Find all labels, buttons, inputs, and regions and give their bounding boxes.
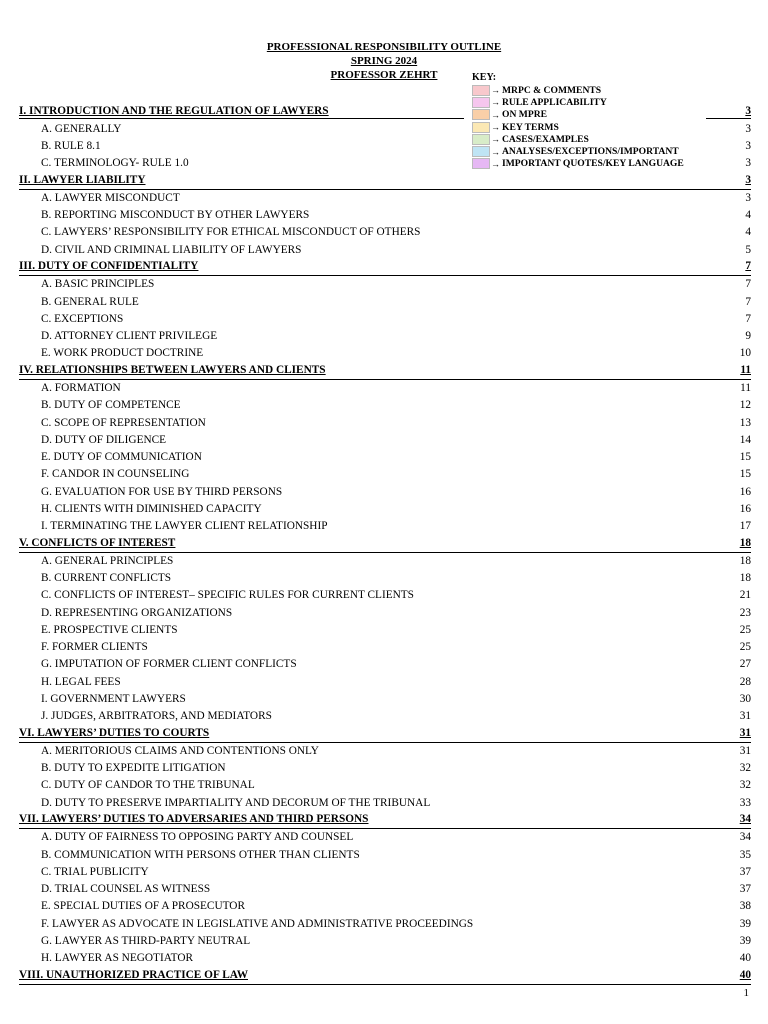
toc-subsection-row[interactable]: [19, 466, 751, 483]
toc-subsection-row[interactable]: [19, 138, 751, 158]
toc-subsection-row[interactable]: [19, 864, 751, 881]
toc-subsection-label: C. CONFLICTS OF INTEREST– SPECIFIC RULES FOR CURRENT CLIENTS: [41, 589, 414, 602]
toc-section-label: II. LAWYER LIABILITY: [19, 173, 146, 186]
toc-subsection-label: D. DUTY TO PRESERVE IMPARTIALITY AND DECORUM OF THE TRIBUNAL: [41, 796, 431, 809]
toc-section-page: 7: [745, 260, 751, 272]
toc-section-page: 31: [739, 726, 751, 739]
document-professor: PROFESSOR ZEHRT: [330, 69, 438, 81]
toc-subsection-page: 39: [739, 917, 751, 930]
toc-subsection-page: 18: [739, 554, 751, 567]
toc-subsection-page: 3: [745, 191, 751, 204]
toc-subsection-label: H. LAWYER AS NEGOTIATOR: [41, 952, 194, 964]
arrow-icon: →: [491, 134, 500, 145]
toc-subsection-row[interactable]: [19, 380, 751, 397]
toc-subsection-row[interactable]: [19, 708, 751, 725]
toc-subsection-row[interactable]: [19, 587, 751, 604]
toc-section-label: VII. LAWYERS’ DUTIES TO ADVERSARIES AND THIRD PERSONS: [19, 813, 369, 825]
page-number: 1: [743, 987, 749, 999]
toc-subsection-page: 37: [739, 865, 751, 878]
toc-subsection-label: D. CIVIL AND CRIMINAL LIABILITY OF LAWYERS: [41, 243, 302, 256]
toc-section-page: 40: [739, 968, 751, 981]
toc-section-label: III. DUTY OF CONFIDENTIALITY: [19, 260, 199, 272]
toc-subsection-row[interactable]: [19, 674, 751, 691]
toc-section-page: 18: [739, 536, 751, 549]
key-title: KEY:: [472, 72, 497, 83]
toc-subsection-page: 18: [739, 572, 751, 584]
toc-section-row[interactable]: [19, 967, 751, 985]
toc-subsection-row[interactable]: [19, 397, 751, 414]
toc-subsection-label: B. CURRENT CONFLICTS: [41, 572, 172, 584]
toc-subsection-row[interactable]: [19, 933, 751, 950]
toc-subsection-row[interactable]: [19, 328, 751, 345]
toc-subsection-page: 21: [739, 589, 751, 602]
toc-section-row[interactable]: [19, 259, 751, 277]
toc-section-label: IV. RELATIONSHIPS BETWEEN LAWYERS AND CLIENTS: [19, 363, 326, 376]
document-title: PROFESSIONAL RESPONSIBILITY OUTLINE: [266, 41, 502, 53]
toc-subsection-page: 9: [745, 330, 751, 342]
toc-subsection-label: B. REPORTING MISCONDUCT BY OTHER LAWYERS: [41, 209, 310, 221]
key-item: [472, 84, 762, 96]
toc-subsection-row[interactable]: [19, 570, 751, 587]
toc-subsection-row[interactable]: [19, 622, 751, 639]
toc-subsection-page: 4: [745, 226, 751, 239]
toc-subsection-page: 7: [745, 278, 751, 291]
toc-subsection-page: 38: [739, 900, 751, 913]
toc-section-page: 34: [739, 813, 751, 825]
toc-subsection-page: 34: [739, 831, 751, 844]
toc-section-row[interactable]: [19, 172, 751, 190]
toc-subsection-page: 27: [739, 658, 751, 671]
toc-subsection-label: B. GENERAL RULE: [41, 295, 139, 308]
toc-subsection-label: D. DUTY OF DILIGENCE: [41, 433, 167, 446]
toc-subsection-label: B. DUTY OF COMPETENCE: [41, 399, 181, 412]
arrow-icon: →: [491, 146, 500, 157]
toc-subsection-row[interactable]: [19, 345, 751, 362]
toc-subsection-page: 37: [739, 883, 751, 895]
toc-subsection-label: G. EVALUATION FOR USE BY THIRD PERSONS: [41, 485, 283, 498]
toc-subsection-label: A. BASIC PRINCIPLES: [41, 278, 155, 291]
arrow-icon: →: [491, 109, 500, 120]
toc-subsection-page: 3: [745, 157, 751, 169]
toc-subsection-row[interactable]: [19, 155, 751, 172]
toc-subsection-row[interactable]: [19, 190, 751, 207]
toc-section-label: V. CONFLICTS OF INTEREST: [19, 536, 176, 549]
toc-subsection-row[interactable]: [19, 242, 751, 259]
toc-subsection-row[interactable]: [19, 847, 751, 864]
toc-subsection-page: 12: [739, 399, 751, 412]
toc-subsection-row[interactable]: [19, 605, 751, 622]
toc-subsection-page: 25: [739, 641, 751, 653]
toc-subsection-label: C. SCOPE OF REPRESENTATION: [41, 416, 206, 429]
toc-subsection-row[interactable]: [19, 294, 751, 311]
document-term: SPRING 2024: [350, 55, 418, 67]
toc-subsection-label: H. CLIENTS WITH DIMINISHED CAPACITY: [41, 502, 262, 515]
toc-subsection-row[interactable]: [19, 656, 751, 673]
toc-subsection-label: G. LAWYER AS THIRD-PARTY NEUTRAL: [41, 934, 251, 947]
toc-subsection-page: 3: [745, 139, 751, 152]
toc-subsection-page: 7: [745, 312, 751, 325]
toc-section-page: 3: [745, 173, 751, 186]
table-of-contents: [19, 104, 751, 985]
toc-section-row[interactable]: [19, 535, 751, 553]
arrow-icon: →: [491, 122, 500, 133]
toc-subsection-row[interactable]: [19, 898, 751, 915]
toc-subsection-row[interactable]: [19, 121, 751, 138]
toc-subsection-page: 15: [739, 451, 751, 463]
toc-subsection-page: 15: [739, 468, 751, 481]
toc-subsection-label: A. FORMATION: [41, 382, 121, 394]
toc-subsection-label: F. LAWYER AS ADVOCATE IN LEGISLATIVE AND ADMINISTRATIVE PROCEEDINGS: [41, 917, 474, 930]
toc-subsection-page: 33: [739, 796, 751, 809]
toc-subsection-label: C. TERMINOLOGY- RULE 1.0: [41, 157, 189, 169]
toc-subsection-page: 13: [739, 416, 751, 429]
key-item-label: IMPORTANT QUOTES/KEY LANGUAGE: [502, 158, 684, 170]
toc-subsection-page: 32: [739, 762, 751, 774]
toc-subsection-row[interactable]: [19, 276, 751, 293]
toc-subsection-row[interactable]: [19, 449, 751, 466]
toc-subsection-row[interactable]: [19, 829, 751, 846]
toc-subsection-page: 14: [739, 433, 751, 446]
toc-section-row[interactable]: [19, 812, 751, 830]
toc-subsection-page: 11: [740, 382, 751, 394]
toc-section-row[interactable]: [19, 104, 751, 121]
toc-subsection-label: C. EXCEPTIONS: [41, 312, 124, 325]
toc-subsection-label: A. GENERALLY: [41, 122, 122, 135]
toc-subsection-label: A. MERITORIOUS CLAIMS AND CONTENTIONS ONLY: [41, 744, 319, 757]
toc-subsection-row[interactable]: [19, 881, 751, 898]
toc-subsection-page: 40: [739, 952, 751, 964]
toc-subsection-label: F. CANDOR IN COUNSELING: [41, 468, 190, 481]
arrow-icon: →: [491, 97, 500, 108]
toc-subsection-row[interactable]: [19, 484, 751, 501]
toc-subsection-row[interactable]: [19, 518, 751, 535]
toc-subsection-row[interactable]: [19, 415, 751, 432]
toc-subsection-row[interactable]: [19, 691, 751, 708]
toc-section-label: I. INTRODUCTION AND THE REGULATION OF LAWYERS: [19, 105, 329, 118]
toc-subsection-page: 30: [739, 692, 751, 705]
toc-subsection-label: B. COMMUNICATION WITH PERSONS OTHER THAN CLIENTS: [41, 848, 360, 861]
toc-subsection-page: 31: [739, 710, 751, 722]
toc-subsection-label: E. PROSPECTIVE CLIENTS: [41, 623, 178, 636]
arrow-icon: →: [491, 158, 500, 169]
toc-subsection-page: 23: [739, 606, 751, 619]
toc-subsection-label: F. FORMER CLIENTS: [41, 641, 148, 653]
toc-subsection-label: C. DUTY OF CANDOR TO THE TRIBUNAL: [41, 779, 255, 792]
key-item-label: ON MPRE: [502, 109, 548, 121]
toc-subsection-row[interactable]: [19, 743, 751, 760]
toc-section-row[interactable]: [19, 725, 751, 743]
key-item-label: MRPC & COMMENTS: [502, 84, 602, 96]
toc-subsection-page: 25: [739, 623, 751, 636]
toc-subsection-label: E. WORK PRODUCT DOCTRINE: [41, 347, 204, 360]
toc-subsection-label: G. IMPUTATION OF FORMER CLIENT CONFLICTS: [41, 658, 297, 671]
toc-subsection-label: B. RULE 8.1: [41, 139, 101, 152]
toc-subsection-label: C. TRIAL PUBLICITY: [41, 865, 149, 878]
key-item-label: KEY TERMS: [502, 121, 559, 133]
toc-subsection-label: I. GOVERNMENT LAWYERS: [41, 692, 186, 705]
toc-subsection-page: 28: [739, 675, 751, 688]
toc-subsection-page: 35: [739, 848, 751, 861]
toc-subsection-label: J. JUDGES, ARBITRATORS, AND MEDIATORS: [41, 710, 272, 722]
toc-subsection-label: H. LEGAL FEES: [41, 675, 121, 688]
toc-subsection-label: A. DUTY OF FAIRNESS TO OPPOSING PARTY AND COUNSEL: [41, 831, 354, 844]
toc-subsection-page: 5: [745, 243, 751, 256]
toc-subsection-page: 4: [745, 209, 751, 221]
toc-subsection-label: D. TRIAL COUNSEL AS WITNESS: [41, 883, 211, 895]
toc-subsection-row[interactable]: [19, 777, 751, 794]
key-item-label: ANALYSES/EXCEPTIONS/IMPORTANT: [502, 146, 679, 158]
toc-subsection-row[interactable]: [19, 501, 751, 518]
toc-subsection-page: 3: [745, 122, 751, 135]
toc-subsection-row[interactable]: [19, 795, 751, 812]
toc-section-page: 3: [745, 105, 751, 118]
toc-subsection-label: D. ATTORNEY CLIENT PRIVILEGE: [41, 330, 218, 342]
toc-subsection-row[interactable]: [19, 639, 751, 656]
toc-section-page: 11: [740, 363, 751, 376]
toc-subsection-row[interactable]: [19, 432, 751, 449]
key-item-label: RULE APPLICABILITY: [502, 96, 607, 108]
toc-subsection-row[interactable]: [19, 950, 751, 967]
toc-subsection-label: E. DUTY OF COMMUNICATION: [41, 451, 202, 463]
toc-subsection-row[interactable]: [19, 916, 751, 933]
toc-subsection-page: 31: [739, 744, 751, 757]
toc-subsection-row[interactable]: [19, 207, 751, 224]
key-item-label: CASES/EXAMPLES: [502, 133, 589, 145]
toc-subsection-row[interactable]: [19, 311, 751, 328]
key-color-swatch: [472, 85, 490, 96]
toc-subsection-label: C. LAWYERS’ RESPONSIBILITY FOR ETHICAL MISCONDUCT OF OTHERS: [41, 226, 421, 239]
toc-subsection-page: 17: [739, 520, 751, 532]
toc-subsection-row[interactable]: [19, 224, 751, 241]
toc-section-label: VIII. UNAUTHORIZED PRACTICE OF LAW: [19, 968, 248, 981]
toc-section-row[interactable]: [19, 363, 751, 381]
toc-subsection-page: 10: [739, 347, 751, 360]
toc-subsection-row[interactable]: [19, 553, 751, 570]
toc-subsection-label: E. SPECIAL DUTIES OF A PROSECUTOR: [41, 900, 246, 913]
toc-subsection-page: 39: [739, 934, 751, 947]
toc-subsection-page: 32: [739, 779, 751, 792]
toc-subsection-label: D. REPRESENTING ORGANIZATIONS: [41, 606, 233, 619]
toc-subsection-label: A. GENERAL PRINCIPLES: [41, 554, 174, 567]
toc-subsection-label: A. LAWYER MISCONDUCT: [41, 191, 180, 204]
toc-subsection-label: B. DUTY TO EXPEDITE LITIGATION: [41, 762, 226, 774]
toc-subsection-label: I. TERMINATING THE LAWYER CLIENT RELATIONSHIP: [41, 520, 328, 532]
toc-section-label: VI. LAWYERS’ DUTIES TO COURTS: [19, 726, 210, 739]
toc-subsection-row[interactable]: [19, 760, 751, 777]
toc-subsection-page: 16: [739, 485, 751, 498]
arrow-icon: →: [491, 85, 500, 96]
toc-subsection-page: 7: [745, 295, 751, 308]
toc-subsection-page: 16: [739, 502, 751, 515]
